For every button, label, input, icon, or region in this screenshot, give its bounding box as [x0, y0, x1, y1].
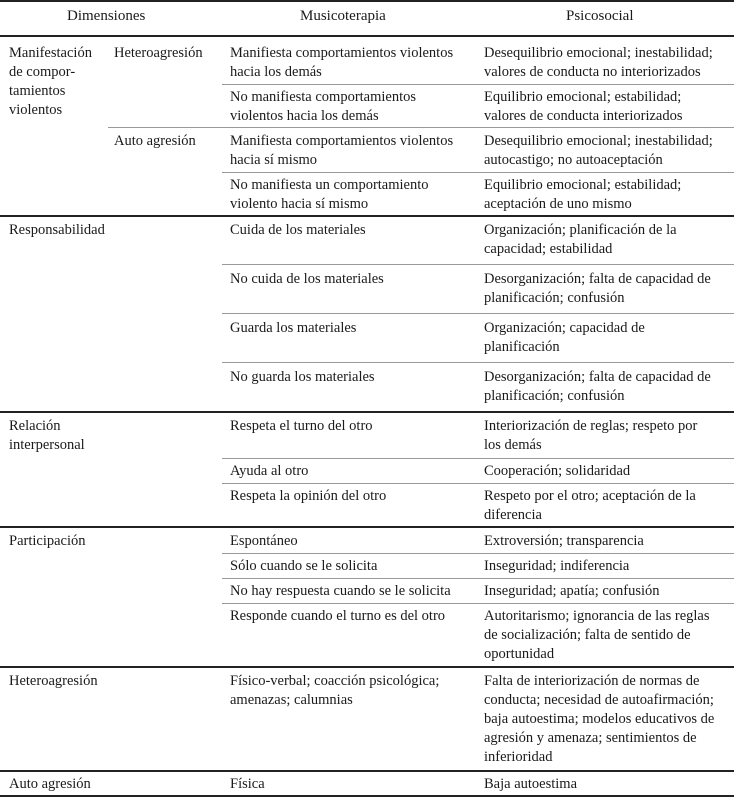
musicoterapia-cell: hacia los demás: [230, 64, 322, 80]
musicoterapia-cell: Respeta la opinión del otro: [230, 488, 387, 504]
psicosocial-cell: Extroversión; transparencia: [484, 533, 644, 549]
psicosocial-cell: de socialización; falta de sentido de: [484, 627, 691, 643]
musicoterapia-cell: No cuida de los materiales: [230, 271, 384, 287]
row-rule: [222, 483, 734, 484]
row-rule: [222, 84, 734, 85]
row-rule: [222, 172, 734, 173]
psicosocial-cell: Organización; capacidad de: [484, 320, 645, 336]
psicosocial-cell: planificación; confusión: [484, 388, 625, 404]
musicoterapia-cell: Cuida de los materiales: [230, 222, 366, 238]
psicosocial-cell: autocastigo; no autoaceptación: [484, 152, 663, 168]
row-rule: [222, 578, 734, 579]
musicoterapia-cell: Manifiesta comportamientos violentos: [230, 45, 454, 61]
psicosocial-cell: Desequilibrio emocional; inestabilidad;: [484, 45, 713, 61]
row-rule: [108, 127, 734, 128]
psicosocial-cell: los demás: [484, 437, 542, 453]
musicoterapia-cell: No manifiesta un comportamiento: [230, 177, 429, 193]
psicosocial-cell: Autoritarismo; ignorancia de las reglas: [484, 608, 710, 624]
psicosocial-cell: diferencia: [484, 507, 542, 523]
musicoterapia-cell: Ayuda al otro: [230, 463, 309, 479]
row-rule: [222, 458, 734, 459]
psicosocial-cell: Desequilibrio emocional; inestabilidad;: [484, 133, 713, 149]
bottom-rule: [0, 795, 734, 797]
psicosocial-cell: oportunidad: [484, 646, 555, 662]
header-psicosocial: Psicosocial: [566, 8, 634, 24]
row-rule: [222, 313, 734, 314]
musicoterapia-cell: amenazas; calumnias: [230, 692, 353, 708]
row-rule: [222, 553, 734, 554]
musicoterapia-cell: hacia sí mismo: [230, 152, 317, 168]
musicoterapia-cell: Manifiesta comportamientos violentos: [230, 133, 454, 149]
psicosocial-cell: capacidad; estabilidad: [484, 241, 613, 257]
group-rule: [0, 666, 734, 668]
dim-label: tamientos: [9, 83, 66, 99]
row-rule: [222, 362, 734, 363]
dim-label: violentos: [9, 102, 63, 118]
psicosocial-cell: aceptación de uno mismo: [484, 196, 632, 212]
psicosocial-cell: Organización; planificación de la: [484, 222, 677, 238]
group-rule: [0, 526, 734, 528]
psicosocial-cell: valores de conducta no interiorizados: [484, 64, 701, 80]
dim-label: de compor-: [9, 64, 76, 80]
psicosocial-cell: agresión y amenaza; sentimientos de: [484, 730, 697, 746]
musicoterapia-cell: Físico-verbal; coacción psicológica;: [230, 673, 440, 689]
dim-label: Manifestación: [9, 45, 92, 61]
psicosocial-cell: baja autoestima; modelos educativos de: [484, 711, 715, 727]
dim-label: Auto agresión: [9, 776, 91, 792]
psicosocial-cell: conducta; necesidad de autoafirmación;: [484, 692, 714, 708]
psicosocial-cell: Desorganización; falta de capacidad de: [484, 271, 711, 287]
musicoterapia-cell: Espontáneo: [230, 533, 298, 549]
subdim-label: Auto agresión: [114, 133, 196, 149]
musicoterapia-cell: No manifiesta comportamientos: [230, 89, 417, 105]
psicosocial-cell: Falta de interiorización de normas de: [484, 673, 700, 689]
row-rule: [222, 603, 734, 604]
group-rule: [0, 215, 734, 217]
psicosocial-cell: valores de conducta interiorizados: [484, 108, 683, 124]
subdim-label: Heteroagresión: [114, 45, 203, 61]
musicoterapia-cell: No hay respuesta cuando se le solicita: [230, 583, 451, 599]
header-rule: [0, 35, 734, 37]
psicosocial-cell: Baja autoestima: [484, 776, 578, 792]
group-rule: [0, 411, 734, 413]
top-rule: [0, 0, 734, 2]
musicoterapia-cell: Guarda los materiales: [230, 320, 357, 336]
musicoterapia-cell: Respeta el turno del otro: [230, 418, 373, 434]
dim-label: Participación: [9, 533, 86, 549]
dim-label: Heteroagresión: [9, 673, 98, 689]
musicoterapia-cell: No guarda los materiales: [230, 369, 375, 385]
row-rule: [222, 264, 734, 265]
psicosocial-cell: Respeto por el otro; aceptación de la: [484, 488, 696, 504]
group-rule: [0, 770, 734, 772]
header-musicoterapia: Musicoterapia: [300, 8, 386, 24]
dim-label: Relación: [9, 418, 61, 434]
psicosocial-cell: Inseguridad; apatía; confusión: [484, 583, 660, 599]
musicoterapia-cell: violentos hacia los demás: [230, 108, 379, 124]
psicosocial-cell: Inseguridad; indiferencia: [484, 558, 630, 574]
musicoterapia-cell: Responde cuando el turno es del otro: [230, 608, 446, 624]
psicosocial-cell: planificación: [484, 339, 560, 355]
musicoterapia-cell: Física: [230, 776, 265, 792]
header-dimensiones: Dimensiones: [67, 8, 146, 24]
psicosocial-cell: Equilibrio emocional; estabilidad;: [484, 177, 682, 193]
psicosocial-cell: planificación; confusión: [484, 290, 625, 306]
musicoterapia-cell: Sólo cuando se le solicita: [230, 558, 378, 574]
dim-label: Responsabilidad: [9, 222, 105, 238]
psicosocial-cell: inferioridad: [484, 749, 553, 765]
psicosocial-cell: Equilibrio emocional; estabilidad;: [484, 89, 682, 105]
psicosocial-cell: Interiorización de reglas; respeto por: [484, 418, 698, 434]
musicoterapia-cell: violento hacia sí mismo: [230, 196, 369, 212]
psicosocial-cell: Cooperación; solidaridad: [484, 463, 631, 479]
dim-label: interpersonal: [9, 437, 85, 453]
psicosocial-cell: Desorganización; falta de capacidad de: [484, 369, 711, 385]
